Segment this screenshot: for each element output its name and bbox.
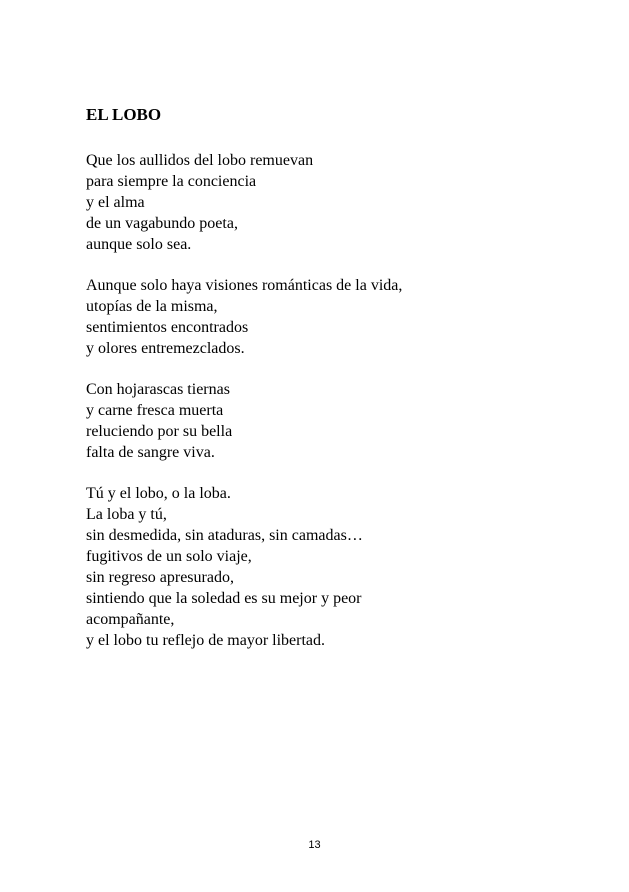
poem-body	[86, 150, 606, 651]
poem-title: EL LOBO	[86, 105, 162, 124]
stanza	[86, 275, 606, 359]
verse-line: Con hojarascas tiernas	[86, 381, 230, 398]
stanza	[86, 483, 606, 651]
stanza	[86, 150, 606, 255]
verse-line: sin regreso apresurado,	[86, 569, 234, 586]
verse-line: Que los aullidos del lobo remuevan	[86, 152, 314, 169]
verse-line: Tú y el lobo, o la loba.	[86, 485, 231, 502]
verse-line: de un vagabundo poeta,	[86, 215, 238, 232]
verse-line: Aunque solo haya visiones románticas de la vida,	[86, 277, 403, 294]
verse-line: acompañante,	[86, 611, 175, 628]
stanza	[86, 379, 606, 463]
page-number: 13	[308, 839, 321, 851]
verse-line: sentimientos encontrados	[86, 319, 249, 336]
verse-line: falta de sangre viva.	[86, 444, 215, 461]
verse-line: reluciendo por su bella	[86, 423, 233, 440]
verse-line: fugitivos de un solo viaje,	[86, 548, 252, 565]
verse-line: sintiendo que la soledad es su mejor y peor	[86, 590, 362, 607]
verse-line: La loba y tú,	[86, 506, 167, 523]
verse-line: utopías de la misma,	[86, 298, 218, 315]
verse-line: sin desmedida, sin ataduras, sin camadas…	[86, 527, 363, 544]
poem	[86, 104, 606, 671]
verse-line: y carne fresca muerta	[86, 402, 224, 419]
verse-line: aunque solo sea.	[86, 236, 192, 253]
verse-line: y el alma	[86, 194, 145, 211]
verse-line: y olores entremezclados.	[86, 340, 245, 357]
verse-line: y el lobo tu reflejo de mayor libertad.	[86, 632, 326, 649]
verse-line: para siempre la conciencia	[86, 173, 257, 190]
